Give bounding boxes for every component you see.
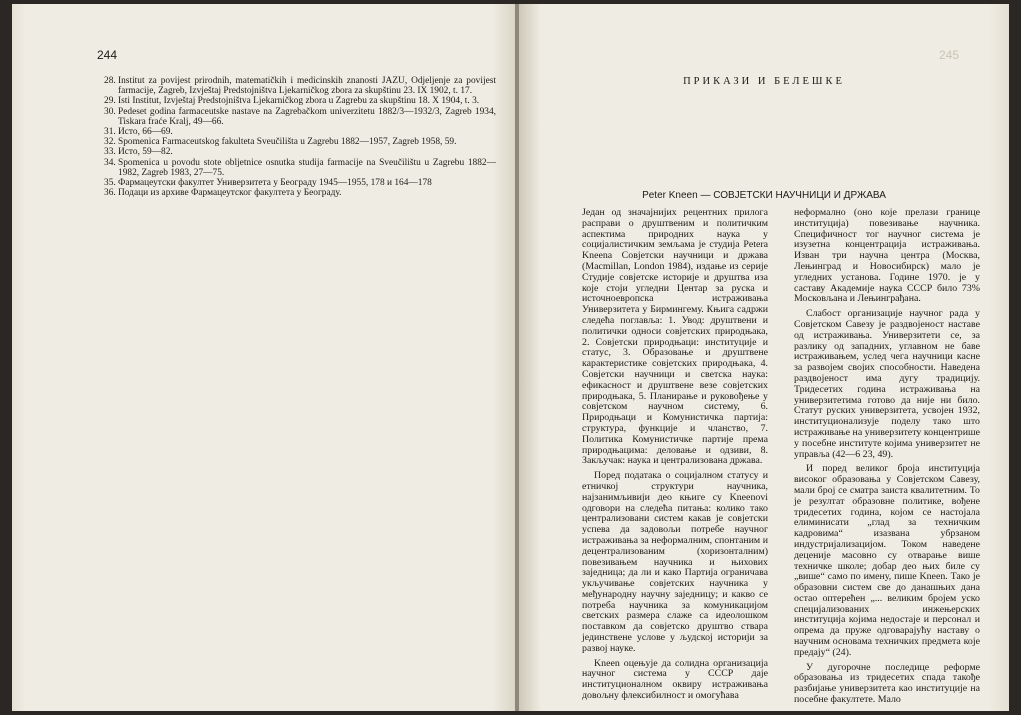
paragraph: И поред великог броја институција високог образовања у Совјетском Савезу, мали број се сматра заиста квалитетним. То је резултат образовне политике, вођене тридесетих година, којом се настојала елиминисати „глад за техничким кадровима“ изазвана убрзаном индустријализацијом. Током наведене деценије масовно су отварање више техничке школе; добар део њих биле су „више“ само по имену, пише Kneen. Тако је образовни систем све до данашњих дана остао оптерећен „... великим бројем уско специјализованих инжењерских институција којима недостаје и персонал и опрема да пруже одговарајућу наставу о научним основама техничких предмета које предају“ (24). (794, 463, 980, 658)
paragraph: Kneen оцењује да солидна организација научног система у СССР даје институционалном оквиру истраживања довољну флексибилност и омогућава (582, 657, 768, 702)
column-right (794, 208, 980, 706)
article-title: Peter Kneen — СОВЈЕТСКИ НАУЧНИЦИ И ДРЖАВА (642, 190, 886, 201)
page-number-left: 244 (97, 48, 118, 62)
footnote (104, 76, 496, 96)
footnote-text: Фармацеутски факултет Универзитета у Београду 1945—1955, 178 и 164—178 (118, 178, 432, 189)
footnote-text: Исто, 59—82. (118, 147, 173, 158)
footnote-text: Spomenica u povodu stote obljetnice osnutka studija farmacije na Sveučilištu u Zagrebu 1882—1982, Zagreb 1983, 27—75. (118, 157, 496, 178)
footnotes (104, 76, 496, 198)
paragraph: Поред података о социјалном статусу и етничкој структури научника, најзанимљивији део књиге су Kneenovi одговори на следећа питања: колико тако централизовани систем какав је совјетски успева да задовољи потребе научног истраживања за неформалним, спонтаним и децентрализованим (хоризонталним) повезивањем научника и њихових заједница; да ли и како Партија ограничава укључивање совјетских научника у међународну научну заједницу; и какво се потреба научника за комуникацијом светских размера слаже са идеолошком поставком да совјетско друштво ствара јединствене услове у људској историји за развој науке. (582, 470, 768, 654)
footnote-text: Pedeset godina farmaceutske nastave na Zagrebačkom univerzitetu 1882/3—1932/3, Zagreb 1934, Tiskara fraće Kralj, 49—66. (118, 106, 496, 127)
column-left (582, 208, 768, 706)
footnote-number: 33. (104, 147, 116, 158)
page-number-right: 245 (938, 48, 959, 62)
footnote-text: Исто, 66—69. (118, 127, 173, 138)
footnote-number: 36. (104, 188, 116, 199)
footnote (104, 178, 496, 188)
footnote (104, 137, 496, 147)
footnote-number: 29. (104, 96, 116, 107)
footnote-number: 35. (104, 178, 116, 189)
section-title: ПРИКАЗИ И БЕЛЕШКЕ (683, 76, 845, 87)
paragraph: Слабост организације научног рада у Совјетском Савезу је раздвојеност наставе од истраживања. Универзитети се, за разлику од западних, углавном не баве истраживањем, услед чега научници касне за развојем својих способности. Наведена раздвојеност има дугу традицију. Тридесетих година истраживања на универзитетима готово да није ни било. Статут руских универзитета, усвојен 1932, институционализује поделу тако што истраживање на универзитету концентрише у посебне институте којима универзитет не управља (42—6 23, 49). (794, 308, 980, 460)
footnote-text: Isti Institut, Izvještaj Predstojništva Ljekarničkog zbora u Zagrebu za skupštinu 18. X 1904, t. 3. (118, 96, 480, 107)
right-page (519, 4, 1009, 711)
footnote (104, 158, 496, 178)
footnote (104, 107, 496, 127)
article-body (582, 208, 980, 706)
footnote (104, 96, 496, 106)
footnote-text: Spomenica Farmaceutskog fakulteta Sveučilišta u Zagrebu 1882—1957, Zagreb 1958, 59. (118, 137, 457, 148)
left-page (12, 4, 518, 711)
paragraph: У дугорочне последице реформе образовања из тридесетих спада такође разбијање универзитета као институције на посебне факултете. Мало (794, 661, 980, 706)
footnote-text: Подаци из архиве Фармацеутског факултета у Београду. (118, 188, 342, 199)
footnote-number: 34. (104, 157, 116, 168)
footnote (104, 147, 496, 157)
footnote-number: 31. (104, 127, 116, 138)
footnote (104, 188, 496, 198)
paragraph: неформално (оно које прелази границе институција) повезивање научника. Специфичност тог научног система је изузетна концентрација истраживања. Изван три научна центра (Москва, Лењинград и Новосибирск) мало је угледних установа. Године 1970. је у саставу Академије наука СССР било 73% Московљана и Лењинграђана. (794, 207, 980, 305)
footnote-number: 28. (104, 76, 116, 86)
footnote-text: Institut za povijest prirodnih, matematičkih i medicinskih znanosti JAZU, Odjeljenje za povijest farmacije, Zagreb, Izvještaj Predstojništva Ljekarničkog zbora za skupštinu 23. IX 1902, t. 17. (118, 76, 496, 97)
footnote-number: 32. (104, 137, 116, 148)
paragraph: Један од значајнијих рецентних прилога расправи о друштвеним и политичким аспектима природних наука у социјалистичким земљама је студија Peterа Kneenа Совјетски научници и држава (Macmillan, London 1984), издање из серије Студије совјетске историје и друштва иза које стоји угледни Центар за руска и источноевропска истраживања Универзитета у Бирмингему. Књига садржи следећа поглавља: 1. Увод: друштвени и политички односи совјетских природњака, 2. Совјетски природњаци: институције и статус, 3. Образовање и друштвене карактеристике совјетских природњака, 4. Совјетски научници и светска наука: ефикасност и друштвене везе совјетских природњака, 5. Планирање и руковођење у совјетском научном систему, 6. Природњаци и Комунистичка партија: структура, функције и чланство, 7. Политика Комунистичке партије према природњацима: деловање и одзиви, 8. Закључак: наука и централизована држава. (582, 207, 768, 467)
footnote-number: 30. (104, 106, 116, 117)
footnote (104, 127, 496, 137)
